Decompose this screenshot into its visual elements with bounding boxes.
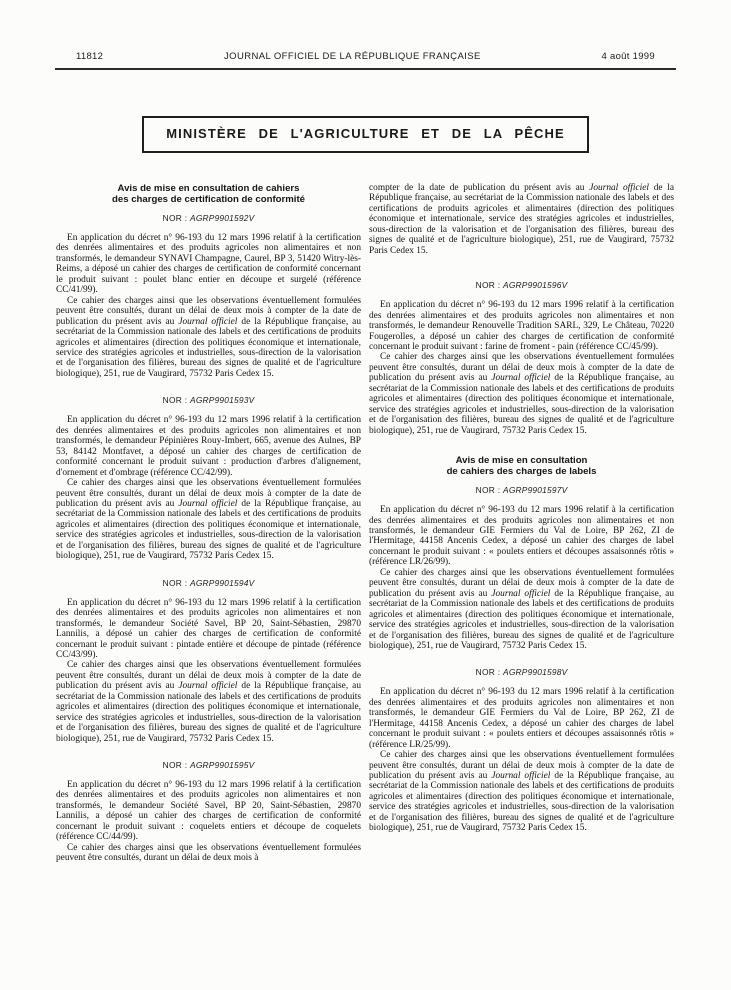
journal-officiel-italic: Journal officiel bbox=[491, 373, 551, 384]
section-heading-labels bbox=[369, 455, 674, 477]
nor-code: AGRP9901592V bbox=[190, 213, 255, 223]
journal-officiel-italic: Journal officiel bbox=[491, 771, 551, 782]
nor-line bbox=[56, 578, 361, 588]
nor-code: AGRP9901594V bbox=[190, 577, 255, 588]
notice-intro-paragraph: En application du décret n° 96-193 du 12 mars 1996 relatif à la certification des denrées alimentaires et des produits agricoles non alimentaires et non transformés, le demandeur GIE Fermiers du Val de Loire, BP 262, ZI de l'Hermitage, 44158 Ancenis Cedex, a déposé un cahier des charges de label concernant le produit suivant : « poulets entiers et découpes assaisonnés rôtis » (référence LR/26/99). bbox=[369, 505, 674, 568]
nor-label: NOR : bbox=[475, 485, 504, 496]
journal-officiel-italic: Journal officiel bbox=[491, 588, 551, 599]
text-segment: de la République française, au secrétariat de la Commission nationale des labels et des certifications de produits agricoles et alimentaires (direction des politiques économique et internationale, service des stratégies agricoles et industrielles, sous-direction de la valorisation et de l'organisation des filières, bureau des signes de qualité et de l'agriculture biologique), 251, rue de Vaugirard, 75732 Paris Cedex 15. bbox=[369, 183, 675, 256]
right-column bbox=[369, 183, 674, 864]
text-segment: Ce cahier des charges ainsi que les observations éventuellement formulées peuvent être consultés, durant un délai de deux mois à compter de la date de publication du présent avis au bbox=[56, 660, 361, 692]
journal-officiel-italic: Journal officiel bbox=[589, 183, 649, 193]
journal-title: JOURNAL OFFICIEL DE LA RÉPUBLIQUE FRANÇAISE bbox=[224, 51, 481, 62]
consultation-paragraph-split-left: Ce cahier des charges ainsi que les observations éventuellement formulées peuvent être consultés, durant un délai de deux mois à bbox=[56, 842, 361, 864]
nor-label: NOR : bbox=[475, 667, 504, 678]
notice-intro-paragraph: En application du décret n° 96-193 du 12 mars 1996 relatif à la certification des denrées alimentaires et des produits agricoles non alimentaires et non transformés, le demandeur SYNAVI Champagne, Caurel, BP 3, 51420 Witry-lès-Reims, a déposé un cahier des charges de certification de conformité concernant le produit suivant : poulet blanc entier en découpe et surgelé (référence CC/41/99). bbox=[56, 233, 361, 296]
text-segment: de la République française, au secrétariat de la Commission nationale des labels et des certifications de produits agricoles et alimentaires (direction des politiques économique et internationale, service des stratégies agricoles et industrielles, sous-direction de la valorisation et de l'organisation des filières, bureau des signes de qualité et de l'agriculture biologique), 251, rue de Vaugirard, 75732 Paris Cedex 15. bbox=[56, 316, 361, 379]
journal-officiel-italic: Journal officiel bbox=[178, 498, 238, 509]
ministry-title-box bbox=[142, 116, 589, 153]
text-segment: Ce cahier des charges ainsi que les observations éventuellement formulées peuvent être consultés, durant un délai de deux mois à compter de la date de publication du présent avis au bbox=[369, 750, 674, 782]
nor-label: NOR : bbox=[475, 280, 504, 291]
issue-date: 4 août 1999 bbox=[601, 51, 655, 62]
heading-line: Avis de mise en consultation bbox=[455, 455, 588, 467]
section-heading-conformite bbox=[56, 183, 361, 205]
nor-code: AGRP9901595V bbox=[190, 760, 255, 771]
text-segment: de la République française, au secrétariat de la Commission nationale des labels et des certifications de produits agricoles et alimentaires (direction des politiques économique et internationale, service des stratégies agricoles et industrielles, sous-direction de la valorisation et de l'organisation des filières, bureau des signes de qualité et de l'agriculture biologique), 251, rue de Vaugirard, 75732 Paris Cedex 15. bbox=[369, 588, 674, 651]
page-header bbox=[76, 51, 655, 62]
notice-intro-paragraph: En application du décret n° 96-193 du 12 mars 1996 relatif à la certification des denrées alimentaires et des produits agricoles non alimentaires et non transformés, le demandeur Société Savel, BP 20, Saint-Sébastien, 29870 Lannilis, a déposé un cahier des charges de certification de conformité concernant le produit suivant : pintade entière et découpe de pintade (référence CC/43/99). bbox=[56, 597, 361, 660]
ministry-title: MINISTÈRE DE L'AGRICULTURE ET DE LA PÊCHE bbox=[166, 126, 565, 141]
consultation-paragraph-split-right bbox=[369, 183, 674, 256]
consultation-paragraph bbox=[56, 660, 361, 744]
consultation-paragraph bbox=[369, 352, 674, 436]
text-segment: Ce cahier des charges ainsi que les observations éventuellement formulées peuvent être consultés, durant un délai de deux mois à compter de la date de publication du présent avis au bbox=[369, 352, 674, 384]
text-segment: de la République française, au secrétariat de la Commission nationale des labels et des certifications de produits agricoles et alimentaires (direction des politiques économique et internationale, service des stratégies agricoles et industrielles, sous-direction de la valorisation et de l'organisation des filières, bureau des signes de qualité et de l'agriculture biologique), 251, rue de Vaugirard, 75732 Paris Cedex 15. bbox=[56, 681, 361, 744]
nor-code: AGRP9901598V bbox=[503, 667, 568, 678]
text-segment: de la République française, au secrétariat de la Commission nationale des labels et des certifications de produits agricoles et alimentaires (direction des politiques économique et internationale, service des stratégies agricoles et industrielles, sous-direction de la valorisation et de l'organisation des filières, bureau des signes de qualité et de l'agriculture biologique), 251, rue de Vaugirard, 75732 Paris Cedex 15. bbox=[56, 498, 361, 562]
consultation-paragraph bbox=[56, 296, 361, 380]
text-segment: Ce cahier des charges ainsi que les observations éventuellement formulées peuvent être consultés, durant un délai de deux mois à compter de la date de publication du présent avis au bbox=[369, 567, 674, 599]
consultation-paragraph bbox=[369, 568, 674, 652]
heading-line: Avis de mise en consultation de cahiers bbox=[117, 183, 300, 194]
notice-intro-paragraph: En application du décret n° 96-193 du 12 mars 1996 relatif à la certification des denrées alimentaires et des produits agricoles non alimentaires et non transformés, le demandeur Renouvelle Tradition SARL, 329, Le Château, 70220 Fougerolles, a déposé un cahier des charges de certification de conformité concernant le produit suivant : farine de froment - pain (référence CC/45/99). bbox=[369, 300, 674, 352]
nor-code: AGRP9901593V bbox=[190, 395, 255, 406]
heading-line: de cahiers des charges de labels bbox=[446, 466, 597, 478]
nor-line bbox=[369, 485, 674, 495]
text-segment: compter de la date de publication du présent avis au bbox=[369, 183, 590, 193]
journal-officiel-italic: Journal officiel bbox=[178, 681, 238, 692]
journal-officiel-italic: Journal officiel bbox=[178, 316, 238, 327]
text-segment: de la République française, au secrétariat de la Commission nationale des labels et des certifications de produits agricoles et alimentaires (direction des politiques économique et internationale, service des stratégies agricoles et industrielles, sous-direction de la valorisation et de l'organisation des filières, bureau des signes de qualité et de l'agriculture biologique), 251, rue de Vaugirard, 75732 Paris Cedex 15. bbox=[369, 771, 674, 834]
consultation-paragraph bbox=[369, 750, 674, 834]
nor-line bbox=[56, 213, 361, 223]
nor-code: AGRP9901597V bbox=[503, 485, 568, 496]
heading-line: des charges de certification de conformité bbox=[112, 194, 305, 205]
notice-intro-paragraph: En application du décret n° 96-193 du 12 mars 1996 relatif à la certification des denrées alimentaires et des produits agricoles non alimentaires et non transformés, le demandeur Pépinières Rouy-Imbert, 665, avenue des Aulnes, BP 53, 84142 Montfavet, a déposé un cahier des charges de certification de conformité concernant le produit suivant : production d'arbres d'alignement, d'ornement et d'ombrage (référence CC/42/99). bbox=[56, 415, 361, 478]
header-rule bbox=[55, 68, 676, 70]
nor-line bbox=[56, 760, 361, 770]
nor-line bbox=[56, 395, 361, 405]
notice-intro-paragraph: En application du décret n° 96-193 du 12 mars 1996 relatif à la certification des denrées alimentaires et des produits agricoles non alimentaires et non transformés, le demandeur Société Savel, BP 20, Saint-Sébastien, 29870 Lannilis, a déposé un cahier des charges de certification de conformité concernant le produit suivant : coquelets entiers et découpe de coquelets (référence CC/44/99). bbox=[56, 780, 361, 843]
text-segment: Ce cahier des charges ainsi que les observations éventuellement formulées peuvent être consultés, durant un délai de deux mois à compter de la date de publication du présent avis au bbox=[56, 478, 361, 509]
text-segment: de la République française, au secrétariat de la Commission nationale des labels et des certifications de produits agricoles et alimentaires (direction des politiques économique et internationale, service des stratégies agricoles et industrielles, sous-direction de la valorisation et de l'organisation des filières, bureau des signes de qualité et de l'agriculture biologique), 251, rue de Vaugirard, 75732 Paris Cedex 15. bbox=[369, 373, 674, 436]
nor-label: NOR : bbox=[162, 395, 191, 406]
nor-label: NOR : bbox=[162, 577, 191, 588]
page-number: 11812 bbox=[76, 51, 104, 62]
notice-intro-paragraph: En application du décret n° 96-193 du 12 mars 1996 relatif à la certification des denrées alimentaires et des produits agricoles non alimentaires et non transformés, le demandeur GIE Fermiers du Val de Loire, BP 262, ZI de l'Hermitage, 44158 Ancenis Cedex, a déposé un cahier des charges de label concernant le produit suivant : « poulets entiers et découpes assaisonnés rôtis » (référence LR/25/99). bbox=[369, 687, 674, 750]
nor-label: NOR : bbox=[162, 213, 191, 223]
two-column-body bbox=[56, 183, 675, 864]
text-segment: Ce cahier des charges ainsi que les observations éventuellement formulées peuvent être consultés, durant un délai de deux mois à compter de la date de publication du présent avis au bbox=[56, 295, 361, 327]
left-column bbox=[56, 183, 361, 864]
consultation-paragraph bbox=[56, 478, 361, 562]
nor-code: AGRP9901596V bbox=[503, 280, 568, 291]
nor-line bbox=[369, 280, 674, 290]
nor-label: NOR : bbox=[162, 760, 191, 771]
nor-line bbox=[369, 667, 674, 677]
